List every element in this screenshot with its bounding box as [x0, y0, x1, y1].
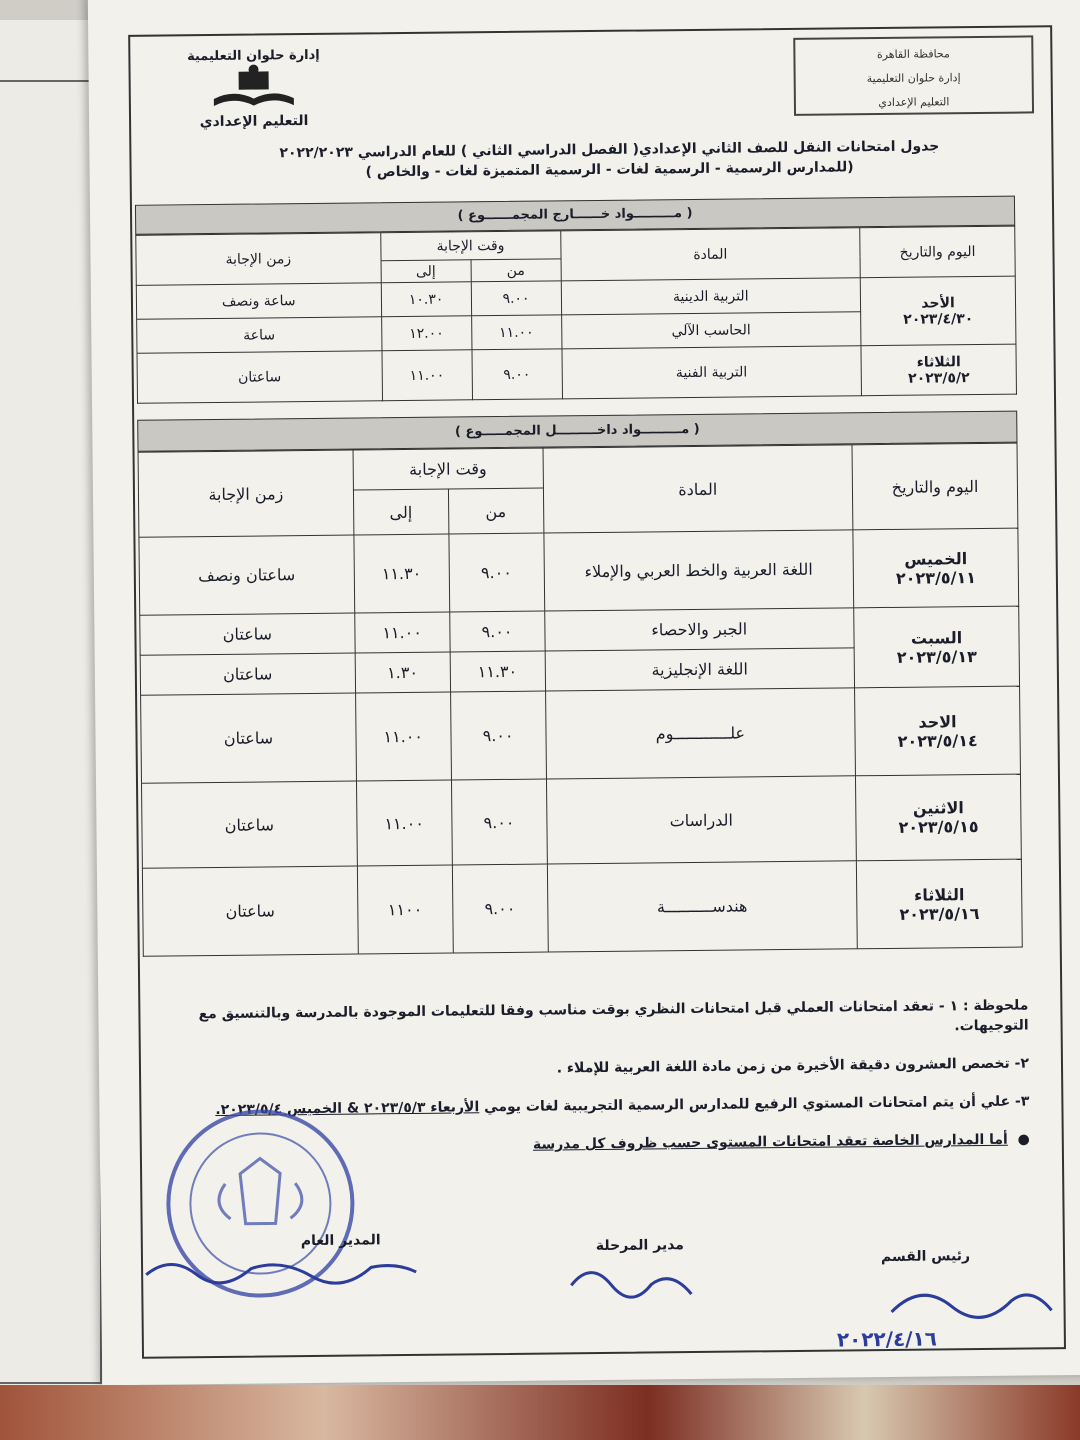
title-line-1: جدول امتحانات النقل للصف الثاني الإعدادي( الفصل الدراسي الثاني ) للعام الدراسي ٢٠٢٢/٢٠٢٣: [279, 138, 940, 162]
issuer-stage: التعليم الإعدادي: [878, 95, 950, 110]
from-cell: ٩.٠٠: [452, 864, 548, 953]
document-title: [209, 136, 1009, 184]
exam-schedule-document: [88, 0, 1080, 1385]
table-row: [139, 528, 1019, 615]
table-row: [140, 606, 1019, 655]
book-icon: [208, 63, 299, 114]
header-duration: زمن الإجابة: [136, 233, 381, 286]
to-cell: ١١٠٠: [357, 865, 453, 954]
day-date-cell: الاثنين ٢٠٢٣/٥/١٥: [856, 774, 1022, 861]
to-cell: ١١.٣٠: [354, 534, 450, 613]
section-inside-total-label: ( مـــــــــواد داخـــــــــل المجمـــــوع ): [137, 411, 1017, 452]
from-cell: ٩.٠٠: [472, 349, 562, 400]
to-cell: ١٢.٠٠: [381, 316, 471, 351]
header-day-date: اليوم والتاريخ: [852, 443, 1018, 530]
duration-cell: ساعتان: [140, 653, 355, 695]
duration-cell: ساعتان: [140, 613, 355, 655]
subject-cell: الدراسات: [546, 776, 856, 864]
subject-cell: اللغة الإنجليزية: [545, 648, 855, 691]
note-1: ملحوظة : ١ - تعقد امتحانات العملي قبل امتحانات النظري بوقت مناسب وفقا للتعليمات الموجودة بالمدرسة وبالتنسيق مع التوجيهات.: [198, 997, 1029, 1035]
section-head-signature: [881, 1275, 1062, 1327]
header-to: إلى: [353, 489, 448, 535]
header-duration: زمن الإجابة: [138, 450, 354, 537]
subject-cell: علــــــــــــوم: [545, 688, 855, 779]
duration-cell: ساعتان: [142, 866, 358, 956]
day-date-cell: الخميس ٢٠٢٣/٥/١١: [853, 528, 1019, 608]
header-from: من: [471, 259, 561, 282]
day-date-cell: الثلاثاء ٢٠٢٣/٥/٢: [861, 344, 1016, 396]
table-row: [142, 859, 1022, 956]
subject-cell: هندســــــــــة: [547, 861, 857, 952]
section-outside-total-label: ( مـــــــــواد خــــــارج المجمــــــوع ): [135, 196, 1015, 235]
subject-cell: التربية الفنية: [562, 346, 862, 399]
section-head-label: رئيس القسم: [880, 1248, 971, 1266]
duration-cell: ساعتان ونصف: [139, 535, 355, 615]
from-cell: ١١.٠٠: [471, 315, 561, 350]
to-cell: ١.٣٠: [355, 652, 450, 693]
issuer-governorate: محافظة القاهرة: [876, 47, 950, 62]
general-manager-label: المدير العام: [300, 1232, 381, 1250]
title-line-2: (للمدارس الرسمية - الرسمية لغات - الرسمية المتميزة لغات - والخاص ): [365, 159, 854, 181]
subject-cell: التربية الدينية: [561, 278, 861, 315]
from-cell: ١١.٣٠: [450, 651, 545, 692]
to-cell: ١١.٠٠: [355, 692, 451, 781]
duration-cell: ساعتان: [142, 781, 358, 868]
note-3-dates: الأربعاء ٢٠٢٣/٥/٣ & الخميس ٢٠٢٣/٥/٤.: [215, 1099, 480, 1119]
note-4: ● أما المدارس الخاصة تعقد امتحانات المستوى حسب ظروف كل مدرسة: [532, 1131, 1030, 1153]
duration-cell: ساعتان: [137, 351, 382, 404]
header-from: من: [448, 488, 543, 534]
day-date-cell: الثلاثاء ٢٠٢٣/٥/١٦: [857, 859, 1023, 949]
table-row: [141, 686, 1021, 783]
to-cell: ١١.٠٠: [382, 350, 472, 401]
duration-cell: ساعتان: [141, 693, 357, 783]
header-day-date: اليوم والتاريخ: [860, 226, 1015, 278]
to-cell: ١١.٠٠: [356, 780, 452, 866]
from-cell: ٩.٠٠: [449, 533, 545, 612]
header-to: إلى: [381, 260, 471, 283]
inside-total-table: [138, 443, 1023, 957]
header-subject: المادة: [543, 445, 853, 533]
from-cell: ٩.٠٠: [449, 611, 544, 652]
header-answer-time: وقت الإجابة: [380, 231, 560, 261]
duration-cell: ساعة ونصف: [136, 283, 381, 320]
from-cell: ٩.٠٠: [451, 779, 547, 865]
from-cell: ٩.٠٠: [450, 691, 546, 780]
issuer-box: [793, 35, 1034, 116]
subject-cell: الحاسب الآلي: [561, 312, 861, 349]
table-row: [137, 344, 1016, 403]
outside-total-table: [135, 226, 1017, 404]
note-3: ٣- علي أن يتم امتحانات المستوي الرفيع للمدارس الرسمية التجريبية لغات يومي الأربعاء ٢٠٢٣/٥/٣ & الخميس ٢٠٢٣/٥/٤.: [215, 1093, 1030, 1119]
day-date-cell: الاحد ٢٠٢٣/٥/١٤: [855, 686, 1021, 776]
subject-cell: اللغة العربية والخط العربي والإملاء: [543, 530, 853, 611]
stage-manager-label: مدير المرحلة: [595, 1237, 685, 1255]
day-date-cell: السبت ٢٠٢٣/٥/١٣: [854, 606, 1020, 688]
handwritten-date: ٢٠٢٢/٤/١٦: [836, 1326, 938, 1352]
from-cell: ٩.٠٠: [471, 281, 561, 316]
issuer-administration: إدارة حلوان التعليمية: [866, 71, 961, 86]
table-surface: [0, 1385, 1080, 1440]
to-cell: ١٠.٣٠: [381, 282, 471, 317]
stage-manager-signature: [561, 1254, 702, 1315]
note-2: ٢- تخصص العشرون دقيقة الأخيرة من زمن مادة اللغة العربية للإملاء .: [556, 1055, 1030, 1077]
bullet-icon: ●: [1007, 1131, 1030, 1148]
header-answer-time: وقت الإجابة: [353, 448, 543, 490]
duration-cell: ساعة: [137, 317, 382, 354]
table-row: [142, 774, 1022, 868]
administration-logo: إدارة حلوان التعليمية التعليم الإعدادي: [186, 47, 320, 131]
to-cell: ١١.٠٠: [354, 612, 449, 653]
header-subject: المادة: [560, 228, 860, 281]
subject-cell: الجبر والاحصاء: [544, 608, 854, 651]
general-manager-signature: [141, 1247, 421, 1290]
day-date-cell: الأحد ٢٠٢٣/٤/٣٠: [860, 276, 1016, 346]
